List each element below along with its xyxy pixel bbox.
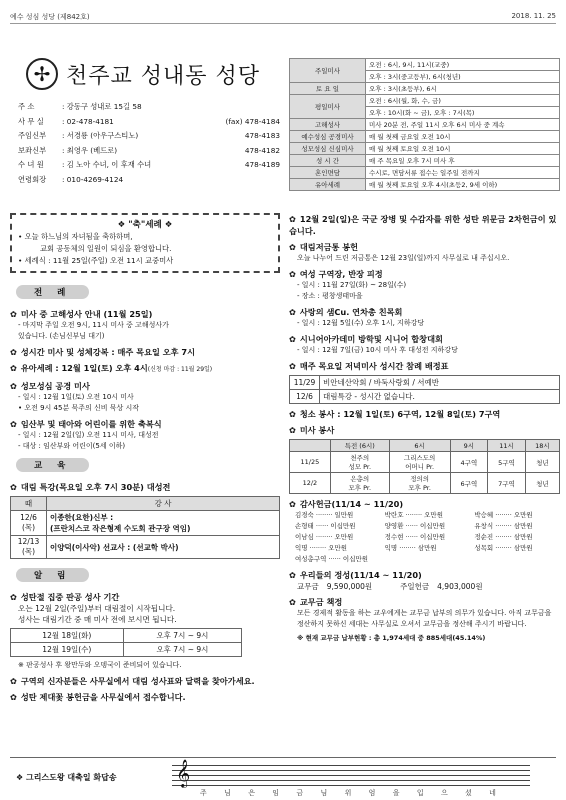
schedule-key: 혼인면담: [290, 167, 366, 179]
schedule-key: 성 시 간: [290, 155, 366, 167]
notice-blessing-detail-1: - 일시 : 12월 2일(일) 오전 11시 미사, 대성전: [18, 431, 159, 439]
offering-totals: [289, 581, 560, 592]
assignment-row: [290, 376, 560, 390]
thanks-entry: 여성총구역 ······ 이십만원: [295, 555, 369, 563]
notice-senior-academy-detail: - 일시 : 12월 7일(금) 10시 미사 후 대성전 지하강당: [297, 346, 458, 354]
info-row: [18, 129, 280, 144]
assignment-table: [289, 375, 560, 404]
lyric-syllable: 님: [320, 789, 328, 797]
tithe-notice-detail: 모든 경제적 활동을 하는 교우에게는 교무금 납부의 의무가 있습니다. 아직 교무금을 정산하지 못하신 세대는 사무실로 오셔서 교무금을 정산해 주시기 바랍니다.: [297, 609, 552, 628]
tithe-notice-title: ✿ 교무금 책정: [289, 597, 343, 607]
edu-row: [11, 536, 280, 559]
schedule-value: 매 월 첫째 금요일 오전 10시: [366, 131, 560, 143]
offering-sunday-label: 주일헌금: [400, 582, 430, 591]
alert-confession-detail-2: 성사는 대림기간 중 매 미사 전에 보시면 됩니다.: [18, 615, 177, 624]
confession-date: 12월 19일(수): [11, 643, 124, 657]
notice-blessing-detail-2: - 대상 : 임산부와 어린이(5세 이하): [18, 442, 126, 450]
info-row: [18, 173, 280, 188]
schedule-key: 고해성사: [290, 119, 366, 131]
schedule-value: 오후 : 3시(초등부), 6시: [366, 83, 560, 95]
issue-label: 예수 성심 성당 (제842호): [10, 13, 90, 21]
svc-cell: 그리스도의 어머니 Pr.: [389, 452, 450, 473]
svc-cell: 4구역: [450, 452, 488, 473]
info-key: 주임신부: [18, 131, 47, 141]
mass-service-table: [289, 439, 560, 494]
notice-advent-bank: ✿ 대림저금통 봉헌: [289, 242, 359, 252]
info-row: [18, 144, 280, 159]
svc-row: [290, 473, 560, 494]
schedule-value: 매 월 첫째 토요일 오후 4시(초등2, 9세 이하): [366, 179, 560, 191]
schedule-row: [290, 59, 560, 71]
notice-holy-hour: ✿ 성시간 미사 및 성체강복 : 매주 목요일 오후 7시: [10, 347, 196, 357]
notice-retreat-detail-2: - 장소 : 평창생태마을: [297, 292, 363, 300]
svc-cell: 12/2: [290, 473, 331, 494]
lyric-syllable: 을: [392, 789, 400, 797]
notice-immaculate-heart: ✿ 성모성심 공경 미사: [10, 381, 90, 391]
schedule-value: 매 주 목요일 오후 7시 미사 후: [366, 155, 560, 167]
svc-cell: 정의의 모후 Pr.: [389, 473, 450, 494]
info-value: : 최영우 (베드로): [62, 145, 118, 155]
notice-confession-detail-2: 있습니다. (손님신부님 대기): [18, 332, 105, 340]
confession-row: [11, 629, 242, 643]
notice-fellowship-detail: - 일시 : 12월 5일(수) 오후 1시, 지하강당: [297, 319, 425, 327]
svc-head-row: [290, 440, 560, 452]
info-extra: 478-4189: [244, 160, 280, 170]
thanks-offering-title: ✿ 감사헌금(11/14 ~ 11/20): [289, 499, 404, 509]
schedule-value: 오전 : 6시, 9시, 11시(교중): [366, 59, 560, 71]
thanks-entry: 정수현 ······ 이십만원: [384, 533, 446, 541]
offering-tithe-label: 교무금: [297, 582, 319, 591]
section-announcements: 알 림: [16, 568, 89, 582]
notice-immaculate-heart-detail-2: • 오전 9시 45분 묵주의 신비 묵상 시작: [18, 404, 139, 412]
thanks-entry: 정순진 ········ 삼만원: [474, 533, 533, 541]
notice-retreat-detail-1: - 일시 : 11월 27일(화) ~ 28일(수): [297, 281, 407, 289]
notice-fellowship: ✿ 사랑의 샘Cu. 연차총 친목회: [289, 307, 403, 317]
schedule-key: 성모성심 신심미사: [290, 143, 366, 155]
assignment-group: 비안네산악회 / 바둑사랑회 / 서예반: [320, 376, 560, 390]
info-extra: 478-4183: [244, 131, 280, 141]
notice-blessing: ✿ 임산부 및 태아와 어린이를 위한 축복식: [10, 419, 162, 429]
edu-date: 12/6 (목): [11, 511, 47, 536]
notice-military-offering: ✿ 12월 2일(일)은 국군 장병 및 수감자를 위한 성탄 위문금 2차헌금이 있습니다.: [289, 214, 557, 236]
offering-tithe-value: 9,590,000원: [326, 582, 373, 591]
schedule-row: [290, 119, 560, 131]
svc-head-cell: 특전 (6시): [330, 440, 389, 452]
info-extra: (fax) 478-4184: [225, 116, 280, 126]
baptism-line-1: • 오늘 하느님의 자녀됨을 축하하며,: [18, 232, 133, 241]
info-extra: [184, 173, 280, 188]
thanks-entry: 박승혜 ········ 오만원: [474, 511, 533, 519]
info-row: [18, 115, 280, 130]
schedule-key: 토 요 일: [290, 83, 366, 95]
confession-date: 12월 18일(화): [11, 629, 124, 643]
info-key: 사 무 실: [18, 116, 44, 126]
svc-head-cell: [290, 440, 331, 452]
schedule-key: 주일미사: [290, 59, 366, 83]
svc-cell: 청년: [525, 473, 559, 494]
lyric-syllable: 위: [344, 789, 352, 797]
schedule-value: 오후 : 3시(중고등부), 6시(청년): [366, 71, 560, 83]
notice-retreat: ✿ 여성 구역장, 반장 피정: [289, 269, 383, 279]
confession-row: [11, 643, 242, 657]
lyric-syllable: 님: [224, 789, 231, 797]
baptism-box: [10, 213, 280, 273]
svc-cell: 천주의 성모 Pr.: [330, 452, 389, 473]
lyric-syllable: 셨: [465, 789, 472, 797]
schedule-row: [290, 143, 560, 155]
assignment-date: 12/6: [290, 390, 320, 404]
issue-date: 2018. 11. 25: [511, 12, 556, 20]
svc-cell: 6구역: [450, 473, 488, 494]
svc-cell: 은총의 모후 Pr.: [330, 473, 389, 494]
edu-head-cell: 강 사: [47, 497, 280, 511]
lyric-syllable: 으: [440, 789, 448, 797]
notice-confession: ✿ 미사 중 고해성사 안내 (11월 25일): [10, 309, 153, 319]
lyric-syllable: 은: [248, 789, 255, 797]
right-column: [289, 213, 560, 644]
schedule-value: 수시로, 면담서류 접수는 일주일 전까지: [366, 167, 560, 179]
info-value: : 010-4269-4124: [62, 174, 124, 184]
edu-speaker: 이양덕(이사악) 선교사 : (선교학 박사): [47, 536, 280, 559]
info-key: 수 녀 원: [18, 160, 44, 170]
svc-cell: 청년: [525, 452, 559, 473]
baptism-line-2: 교회 공동체의 일원이 되심을 환영합니다.: [40, 244, 172, 253]
schedule-row: [290, 167, 560, 179]
edu-row: [11, 511, 280, 536]
section-liturgy: 전 례: [16, 285, 89, 299]
alert-confession-detail-1: 오는 12월 2일(주일)부터 대림절이 시작됩니다.: [18, 604, 176, 613]
music-staff: [172, 759, 530, 787]
lyric-syllable: 엄: [368, 789, 376, 797]
thanks-entry: 양영환 ······ 이십만원: [384, 522, 446, 530]
thanks-entry: 성목회 ········ 삼만원: [474, 544, 533, 552]
svc-head-cell: 9시: [450, 440, 488, 452]
baptism-line-3: • 세례식 : 11월 25일(주일) 오전 11시 교중미사: [18, 256, 174, 265]
svc-head-cell: 11시: [488, 440, 526, 452]
edu-table: [10, 496, 280, 559]
info-extra: 478-4182: [244, 145, 280, 155]
treble-clef-icon: 𝄞: [176, 759, 191, 787]
schedule-row: [290, 83, 560, 95]
top-bar: [10, 12, 556, 24]
lyric-syllable: 주: [200, 789, 207, 797]
info-row: [18, 100, 280, 115]
notice-senior-academy: ✿ 시니어아카데미 방학및 시니어 합창대회: [289, 334, 443, 344]
confession-time: 오후 7시 ~ 9시: [123, 643, 242, 657]
schedule-row: [290, 95, 560, 107]
psalm-title: ❖ 그리스도왕 대축일 화답송: [16, 773, 117, 782]
info-key: 보좌신부: [18, 145, 47, 155]
lyric-syllable: 네: [489, 789, 496, 797]
svc-cell: 7구역: [488, 473, 526, 494]
baptism-title: ❖ "축"세례 ❖: [117, 220, 173, 230]
church-info: [18, 100, 280, 188]
info-key: 주 소: [18, 102, 35, 111]
edu-speaker: 이종한(요한)신부 : (프란치스코 작은형제 수도회 관구장 역임): [47, 511, 280, 536]
section-education: 교 육: [16, 458, 89, 472]
mass-schedule-table: [289, 58, 560, 191]
schedule-key: 평일미사: [290, 95, 366, 119]
info-value: : 서경룡 (아우구스티노): [62, 131, 139, 141]
info-row: [18, 158, 280, 173]
lyric-syllable: 임: [272, 789, 280, 797]
notice-infant-baptism: ✿ 유아세례 : 12월 1일(토) 오후 4시(신청 마감 : 11월 29일): [10, 363, 213, 373]
thanks-entry: 손형태 ······ 이십만원: [295, 522, 356, 530]
assignment-group: 대림특강 - 성시간 없습니다.: [320, 390, 560, 404]
schedule-value: 오전 : 6시(월, 화, 수, 금): [366, 95, 560, 107]
assignment-date: 11/29: [290, 376, 320, 390]
notice-confession-detail-1: - 마지막 주일 오전 9시, 11시 미사 중 고해성사가: [18, 321, 169, 329]
edu-advent-lecture: ✿ 대림 특강(목요일 오후 7시 30분) 대성전: [10, 482, 171, 492]
notice-advent-bank-detail: 오늘 나누어 드린 저금통은 12월 23일(일)까지 사무실로 내 주십시오.: [297, 254, 510, 262]
svc-cell: 11/25: [290, 452, 331, 473]
schedule-value: 오후 : 10시(화 ~ 금), 오후 : 7시(목): [366, 107, 560, 119]
alert-confession-period: ✿ 성탄절 집중 판공 성사 기간: [10, 592, 120, 602]
page-title: 천주교 성내동 성당: [66, 63, 261, 89]
offering-total-title: ✿ 우리들의 정성(11/14 ~ 11/20): [289, 570, 422, 580]
edu-date: 12/13 (목): [11, 536, 47, 559]
left-column: [10, 213, 280, 703]
church-logo-icon: ✢: [26, 58, 58, 90]
info-value: : 강동구 성내로 15길 58: [62, 102, 142, 111]
alert-note: ※ 판공성사 후 왕만두와 오뎅국이 준비되어 있습니다.: [18, 661, 182, 669]
alert-calendar: ✿ 구역의 신자분들은 사무실에서 대림 성사표와 달력을 찾아가세요.: [10, 676, 255, 686]
schedule-row: [290, 155, 560, 167]
header: [26, 58, 260, 90]
info-key: 연령회장: [18, 174, 47, 184]
schedule-row: [290, 179, 560, 191]
svc-cell: 5구역: [488, 452, 526, 473]
thanks-entry: 김경숙 ········ 일만원: [295, 511, 354, 519]
notice-immaculate-heart-detail-1: - 일시 : 12월 1일(토) 오전 10시 미사: [18, 393, 134, 401]
schedule-value: 미사 20분 전, 주일 11시 오후 6시 미사 중 계속: [366, 119, 560, 131]
tithe-status-note: ※ 현재 교무금 납부현황 : 총 1,974세대 중 885세대(45.14%): [297, 634, 486, 642]
lyric-syllable: 금: [296, 789, 304, 797]
thanks-entry: 익명 ········ 삼만원: [384, 544, 437, 552]
edu-head-row: [11, 497, 280, 511]
svc-head-cell: 6시: [389, 440, 450, 452]
edu-head-cell: 때: [11, 497, 47, 511]
notice-mass-service: ✿ 미사 봉사: [289, 425, 335, 435]
alert-flower-offering: ✿ 성탄 제대꽃 봉헌금을 사무실에서 접수합니다.: [10, 692, 186, 702]
info-value: : 02-478-4181: [62, 116, 114, 126]
info-extra: [184, 100, 280, 115]
offering-sunday-value: 4,903,000원: [437, 582, 483, 591]
schedule-value: 매 월 첫째 토요일 오전 10시: [366, 143, 560, 155]
confession-time: 오후 7시 ~ 9시: [123, 629, 242, 643]
schedule-key: 유아세례: [290, 179, 366, 191]
thanks-offering-list: [289, 510, 560, 565]
lyric-syllable: 입: [416, 789, 424, 797]
thanks-entry: 이남심 ········ 오만원: [295, 533, 354, 541]
svc-head-cell: 18시: [525, 440, 559, 452]
psalm-lyrics: [200, 788, 496, 798]
notice-holy-hour-assign: ✿ 매주 목요일 저녁미사 성시간 참례 배정표: [289, 361, 449, 371]
schedule-row: [290, 131, 560, 143]
schedule-key: 예수성심 공경미사: [290, 131, 366, 143]
thanks-entry: 박란호 ········ 오만원: [384, 511, 443, 519]
thanks-entry: 익명 ········ 오만원: [295, 544, 348, 552]
notice-cleaning: ✿ 청소 봉사 : 12월 1일(토) 6구역, 12월 8일(토) 7구역: [289, 409, 501, 419]
assignment-row: [290, 390, 560, 404]
thanks-entry: 유창식 ········ 삼만원: [474, 522, 533, 530]
confession-table: [10, 628, 242, 657]
psalm-footer: [10, 757, 556, 795]
svc-row: [290, 452, 560, 473]
info-value: : 김 노아 수녀, 이 후재 수녀: [62, 160, 152, 170]
